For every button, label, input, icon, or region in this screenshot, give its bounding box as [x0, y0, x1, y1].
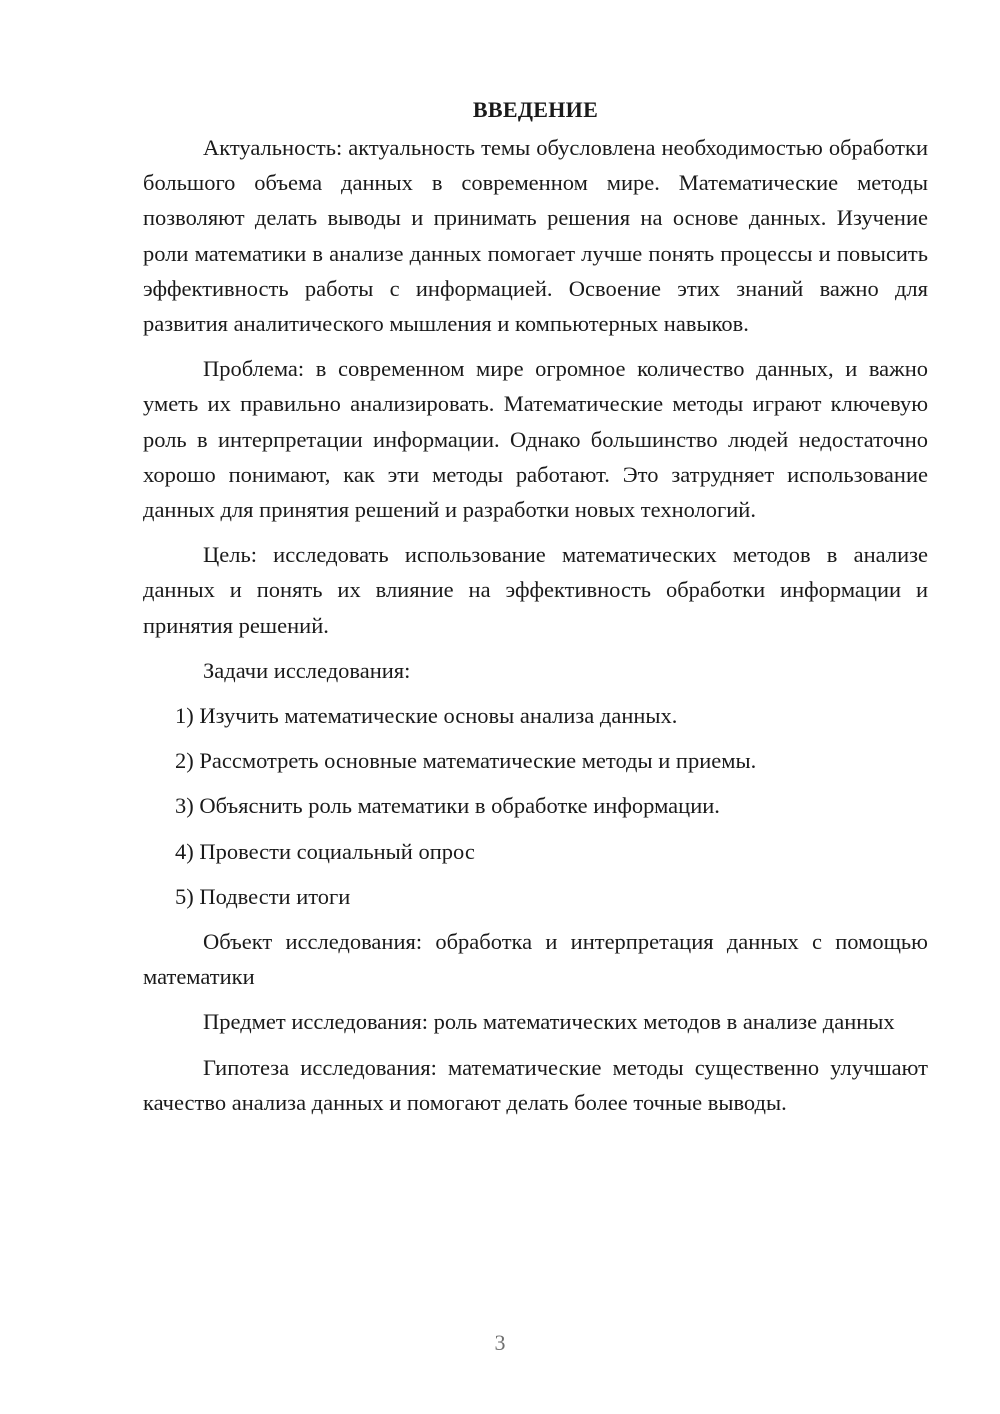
- list-item-text: Подвести итоги: [199, 883, 351, 909]
- list-item-number: 5): [175, 883, 194, 909]
- page-number: 3: [494, 1330, 506, 1355]
- object-paragraph: Объект исследования: обработка и интерпретация данных с помощью математики: [143, 929, 928, 990]
- list-item-text: Объяснить роль математики в обработке информации.: [199, 793, 720, 819]
- hypothesis-paragraph: Гипотеза исследования: математические методы существенно улучшают качество анализа данных и помогают делать более точные выводы.: [143, 1054, 928, 1115]
- list-item-number: 3): [175, 793, 194, 819]
- document-page: [143, 92, 928, 1130]
- list-item: [143, 698, 928, 733]
- list-item-text: Изучить математические основы анализа данных.: [199, 703, 678, 729]
- goal-paragraph: Цель: исследовать использование математических методов в анализе данных и понять их влияние на эффективность обработки информации и принятия решений.: [143, 542, 928, 638]
- list-item: [143, 788, 928, 823]
- list-item-text: Рассмотреть основные математические методы и приемы.: [199, 748, 757, 774]
- subject-paragraph: Предмет исследования: роль математических методов в анализе данных: [203, 1009, 895, 1035]
- problem-paragraph: Проблема: в современном мире огромное количество данных, и важно уметь их правильно анализировать. Математические методы играют ключевую роль в интерпретации информации. Однако большинство людей недостаточно хорошо понимают, как эти методы работают. Это затрудняет использование данных для принятия решений и разработки новых технологий.: [143, 356, 928, 523]
- list-item: [143, 834, 928, 869]
- relevance-paragraph: Актуальность: актуальность темы обусловлена необходимостью обработки большого объема данных в современном мире. Математические методы позволяют делать выводы и принимать решения на основе данных. Изучение роли математики в анализе данных помогает лучше понять процессы и повысить эффективность работы с информацией. Освоение этих знаний важно для развития аналитического мышления и компьютерных навыков.: [143, 135, 928, 337]
- page-title: ВВЕДЕНИЕ: [472, 97, 599, 122]
- list-item-number: 1): [175, 703, 194, 729]
- task-list: [143, 698, 928, 914]
- list-item: [143, 743, 928, 778]
- list-item-text: Провести социальный опрос: [199, 838, 475, 864]
- list-item-number: 4): [175, 838, 194, 864]
- list-item-number: 2): [175, 748, 194, 774]
- list-item: [143, 879, 928, 914]
- tasks-heading: Задачи исследования:: [203, 657, 411, 683]
